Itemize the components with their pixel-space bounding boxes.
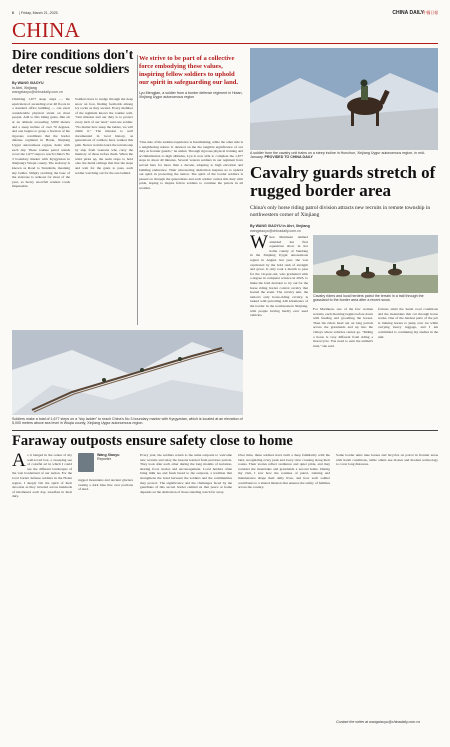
story2-caption-text: A soldier from the cavalry unit trains on a steep incline in Hunchun, Xinjiang Uygur autonomous region, in mid-January. bbox=[250, 151, 425, 160]
snowy-stairway-photo bbox=[12, 330, 243, 415]
story3-reporter-box bbox=[78, 453, 133, 472]
story2-photo-credit: PROVIDED TO CHINA DAILY bbox=[264, 155, 313, 160]
story1-photo-caption: Soldiers make a total of 1,677 steps on a "sky ladder" to reach China's No 3 boundary marker with Kyrgyzstan, which is located at an elevation of 5,000 meters above sea level in Wuqia county, Xinjiang Uygur autonomous region. bbox=[12, 417, 243, 426]
story1-photo bbox=[12, 330, 243, 415]
paper-name-chinese: 中國日報 bbox=[422, 10, 438, 15]
story1-quote-attribution: Lyu Mengjian, a soldier from a border defense regiment in Hotan, Xinjiang Uygur autonomous region bbox=[139, 91, 243, 100]
herders-grassland-photo bbox=[313, 235, 438, 293]
story3-contact: Contact the writer at wangxiaoyu@chinadaily.com.cn bbox=[336, 720, 421, 724]
header-rule bbox=[12, 43, 438, 44]
lower-section-rule bbox=[12, 430, 438, 431]
story2-headline: Cavalry guards stretch of rugged border area bbox=[250, 163, 436, 200]
story2-second-caption: Cavalry riders and local herders patrol the terrain in a trail through the grassland to the border area after a recent snow. bbox=[313, 294, 424, 303]
story3-dropcap: A bbox=[12, 453, 26, 471]
story1-headline: Dire conditions don't deter rescue soldiers bbox=[12, 47, 134, 76]
story1-place: in Ahri, Xinjiang bbox=[12, 85, 37, 90]
story3-body-col2: rugged mountains and ancient glaciers casting a dark blue line over portions of land. bbox=[78, 478, 133, 492]
story2-dropcap: W bbox=[250, 235, 268, 253]
page-number: 6 bbox=[12, 11, 14, 15]
story2-body-col2: For Marmuan, one of the few women recruits, each morning begins before dawn with feeding and grooming the horses. Then the riders head out on long patrols across the grasslands and up into the valleys where vehicles cannot go. "Riding a horse is very different from riding a motorcycle. You need to earn the animal's trust," she said. bbox=[313, 307, 373, 348]
story1-quote-block bbox=[139, 55, 243, 100]
story2-byline: By WANG XIAOYU in Ahri, Xinjiang bbox=[250, 224, 310, 228]
story2-photo-caption bbox=[250, 151, 438, 160]
story2-main-photo bbox=[250, 48, 438, 150]
story1-body-right: "One side of the sudden experience is breathtaking, while the other side is a neighboring nation. It dawned on me the tangible significance of our duty as frontier guards," he added. Through rigorous physical training and acclimatization to high altitudes, Lyu is now able to complete the 1,677 steps in about 40 minutes. Several veteran soldiers in our regiment have served here for more than a decade, adapting to high elevation and building endurance. Their unwavering dedication inspires us to uphold our spirit in protecting the nation. The spirit of the border soldiers is passed on through the generations and each soldier carries this duty with pride, hoping to inspire fellow soldiers to continue the patrols in all weather. bbox=[139, 140, 243, 190]
story2-body-col3: fortress amid the harsh road conditions and the mountains that cut through horse tracks. One of the hardest parts of the job is training horses to jump over ice while carrying heavy luggage, and I am committed to continuing my studies in the unit. bbox=[378, 307, 438, 339]
story2-body-block bbox=[250, 235, 308, 410]
cavalry-rider-photo bbox=[250, 48, 438, 150]
story1-byline: By WANG XIAOYU bbox=[12, 81, 44, 85]
story1-pull-quote: We strive to be part of a collective force embodying these values, inspiring fellow soldiers to uphold our spirit in safeguarding our land. bbox=[139, 55, 239, 86]
story2-deck: China's only horse riding patrol division attracts new recruits in remote township in northwestern corner of Xinjiang bbox=[250, 205, 431, 218]
story3-body-col4: Over time, these soldiers have built a deep familiarity with the land, recognizing every peak and every river crossing along their routes. Their stories reflect resilience and quiet pride, and they consider the mountains and grasslands a second home. During my visit, I saw how the routines of patrol, training and maintenance shape their daily lives, and how each soldier contributes to a shared mission that ensures the safety of families across the country. bbox=[238, 453, 330, 490]
story2-second-photo bbox=[313, 235, 438, 293]
story3-body-col5: Some border units take horses and bicycles on patrol in frontier areas with harsh conditions, while others use drones and modern technology to cover long distances. bbox=[336, 453, 438, 467]
story3-body-block bbox=[12, 453, 72, 741]
story1-body: Climbing 1,677 steep steps — the equivalent of ascending over 40 floors in a standard office building — can exert considerable physical strain on most people. Add to this biting gusts, thin air at an altitude exceeding 5,000 meters and a steep incline of over 70 degrees, and one begins to grasp a fraction of the rigorous conditions that the border defense regiment in Hotan, Xinjiang Uygur autonomous region, deals with each day. These routine patrol stands cover the 1,677 steps to reach China's No 3 boundary marker with Kyrgyzstan in Xinjiang's Wuqia county. The stairway is known as Road to Standards, meaning sky ladder. Simply reaching the base of the staircase is arduous for most of the year, as heavy snowfall renders roads impassable. bbox=[12, 97, 70, 189]
column-divider bbox=[137, 55, 138, 325]
story3-headline: Faraway outposts ensure safety close to home bbox=[12, 433, 293, 449]
story1-email: wangxiaoyu@chinadaily.com.cn bbox=[12, 90, 63, 94]
story1-body-continued: Soldiers have to trudge through the deep snow on foot, finding footholds among icy rocks as they ascend. Every member of the regiment knows the routine well. "Our mission and our duty is to protect every inch of our land," said one soldier. "No matter how steep the ladder, we will climb it." The mission is well documented in local history, as generations of soldiers have walked this path. Newer recruits learn the terrain step by step from veterans who carry the memory of those before them. When the wind picks up, the team stops to hold onto the metal railings that line the steps and wait for the gusts to pass, each soldier watching out for the one behind. bbox=[75, 97, 133, 175]
story3-body: s it banged in the center of my well-loved box, a sweeping sea of colorful art in which I could see the different landscapes of the vast borderland of our nation. For the local border defense soldiers in the Hotan region, I deeply felt the spirit of their devotion as they traveled across hundreds of kilometers each day, steadfast in their duty. bbox=[12, 453, 72, 499]
reporter-avatar bbox=[78, 453, 94, 472]
reporter-role: Reporter bbox=[97, 457, 111, 462]
paper-name: CHINA DAILY bbox=[392, 10, 424, 16]
story2-email: wangxiaoyu@chinadaily.com.cn bbox=[250, 228, 301, 233]
story3-body-col3: Every year, the soldiers return to the same outposts to welcome new recruits and relay the lessons learned from previous patrols. They look after each other during the long months of isolation, sharing food, stories and encouragement. Local herders often bring milk tea and fresh bread to the outposts, a tradition that strengthens the bond between the soldiers and the communities they protect. The significance and the challenges faced by the guardians of this sacred border remind us that peace at home depends on the dedication of those standing watch far away. bbox=[140, 453, 232, 494]
issue-date: | Friday, March 21, 2025 bbox=[19, 11, 58, 15]
story2-body: hen Marmuan Ahmed attended her first equestrian show in her home county of Suudang in the Xinjiang Uygur autonomous region in August last year, she was captivated by the bold rush of strength and grace. It only took a month to pass for the 19-year-old, who graduated with a degree in computer science in 2023, to make the bold decision to try out for the horse riding border control cavalry that hosted the event. The cavalry unit, the nation's only horse-riding cavalry, is tasked with patrolling 246 kilometers of the border in the northwestern Xinjiang, with people having hardly ever used vehicles. bbox=[250, 235, 308, 318]
reporter-name: Wang Xiaoyu bbox=[97, 453, 120, 457]
section-title: CHINA bbox=[12, 18, 80, 42]
